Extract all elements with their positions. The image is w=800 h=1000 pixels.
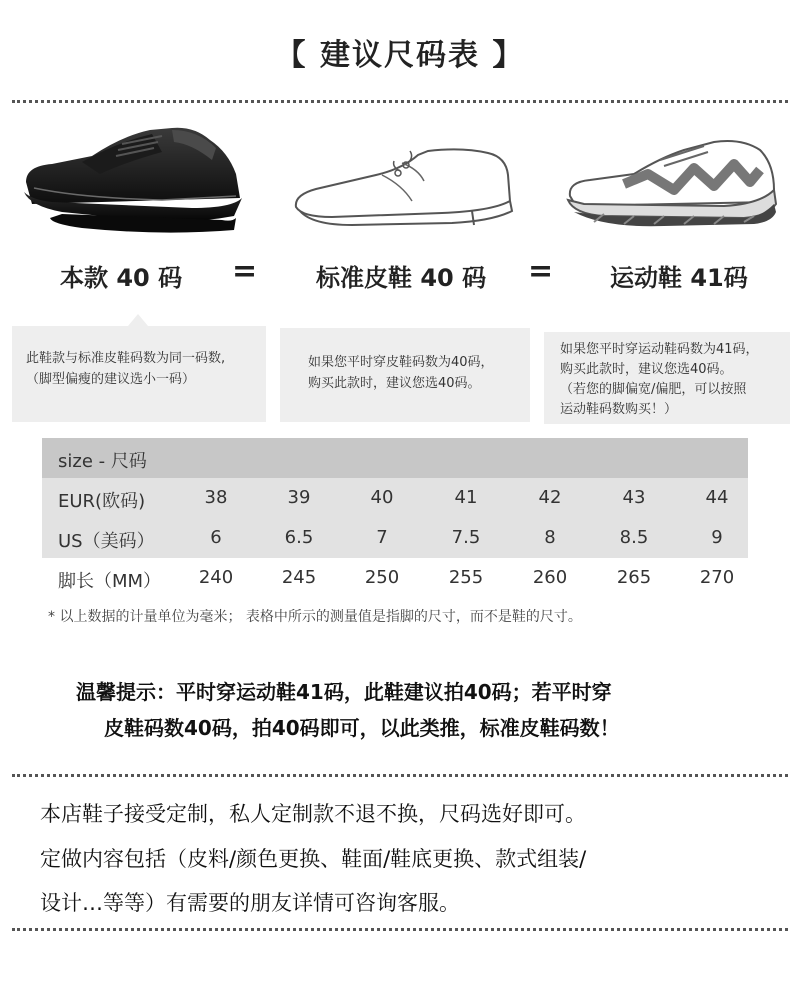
table-cell: 240 xyxy=(198,567,234,588)
table-cell: 42 xyxy=(538,487,562,508)
table-cell: 260 xyxy=(532,567,568,588)
table-cell: 9 xyxy=(711,527,723,548)
table-cell: 8.5 xyxy=(619,527,649,548)
size-table xyxy=(42,438,748,598)
measurement-note: * 以上数据的计量单位为毫米； 表格中所示的测量值是指脚的尺寸，而不是鞋的尺寸。 xyxy=(48,609,582,625)
callout-text: 购买此款时，建议您选40码。 xyxy=(560,362,733,377)
row-label: US（美码） xyxy=(58,531,155,552)
table-cell: 44 xyxy=(705,487,729,508)
callout-text: 购买此款时，建议您选40码。 xyxy=(308,376,481,391)
callout-box-right xyxy=(544,332,790,424)
table-cell: 255 xyxy=(448,567,484,588)
callout-text: 此鞋款与标准皮鞋码数为同一码数, xyxy=(26,351,226,366)
callout-pointer xyxy=(128,314,148,326)
table-row xyxy=(42,518,748,558)
custom-text-line: 定做内容包括（皮料/颜色更换、鞋面/鞋底更换、款式组装/ xyxy=(40,847,587,871)
equals-sign: = xyxy=(232,254,258,289)
this-shoe-size-label: 本款 40 码 xyxy=(60,264,183,292)
leather-shoe-size-label: 标准皮鞋 40 码 xyxy=(316,264,487,292)
callout-text: 如果您平时穿皮鞋码数为40码， xyxy=(308,355,494,370)
table-cell: 38 xyxy=(204,487,228,508)
custom-text-line: 本店鞋子接受定制，私人定制款不退不换，尺码选好即可。 xyxy=(40,802,586,826)
page-title: 【 建议尺码表 】 xyxy=(275,38,525,73)
table-cell: 6 xyxy=(210,527,222,548)
callout-text: 如果您平时穿运动鞋码数为41码， xyxy=(560,342,759,357)
dotted-divider xyxy=(12,100,788,103)
dotted-divider xyxy=(12,928,788,931)
sport-shoe-size-label: 运动鞋 41码 xyxy=(610,264,748,292)
table-row xyxy=(42,478,748,518)
table-header: size - 尺码 xyxy=(58,451,147,472)
tip-line: 温馨提示：平时穿运动鞋41码，此鞋建议拍40码；若平时穿 xyxy=(76,680,612,704)
table-header-row xyxy=(42,438,748,478)
row-label: 脚长（MM） xyxy=(58,571,162,592)
callout-box-middle xyxy=(280,328,530,422)
table-cell: 265 xyxy=(616,567,652,588)
callout-text: （若您的脚偏宽/偏肥，可以按照 xyxy=(560,382,747,397)
row-label: EUR(欧码) xyxy=(58,491,146,512)
table-cell: 6.5 xyxy=(284,527,314,548)
callout-text: （脚型偏瘦的建议选小一码） xyxy=(26,372,196,387)
table-cell: 39 xyxy=(287,487,311,508)
table-cell: 7.5 xyxy=(451,527,481,548)
table-cell: 250 xyxy=(364,567,400,588)
dotted-divider xyxy=(12,774,788,777)
callout-text: 运动鞋码数购买！） xyxy=(560,402,678,417)
table-cell: 40 xyxy=(370,487,394,508)
table-cell: 43 xyxy=(622,487,646,508)
custom-text-line: 设计…等等）有需要的朋友详情可咨询客服。 xyxy=(40,891,460,915)
leather-shoe-outline-icon xyxy=(292,145,522,235)
black-sneaker-photo xyxy=(22,122,248,240)
table-row xyxy=(42,558,748,598)
sport-shoe-icon xyxy=(564,134,780,234)
table-cell: 270 xyxy=(699,567,735,588)
tip-line: 皮鞋码数40码，拍40码即可，以此类推，标准皮鞋码数！ xyxy=(104,716,620,740)
table-cell: 41 xyxy=(454,487,478,508)
table-cell: 7 xyxy=(376,527,388,548)
equals-sign: = xyxy=(528,254,554,289)
table-cell: 8 xyxy=(544,527,556,548)
callout-box-left xyxy=(12,326,266,422)
table-cell: 245 xyxy=(281,567,317,588)
